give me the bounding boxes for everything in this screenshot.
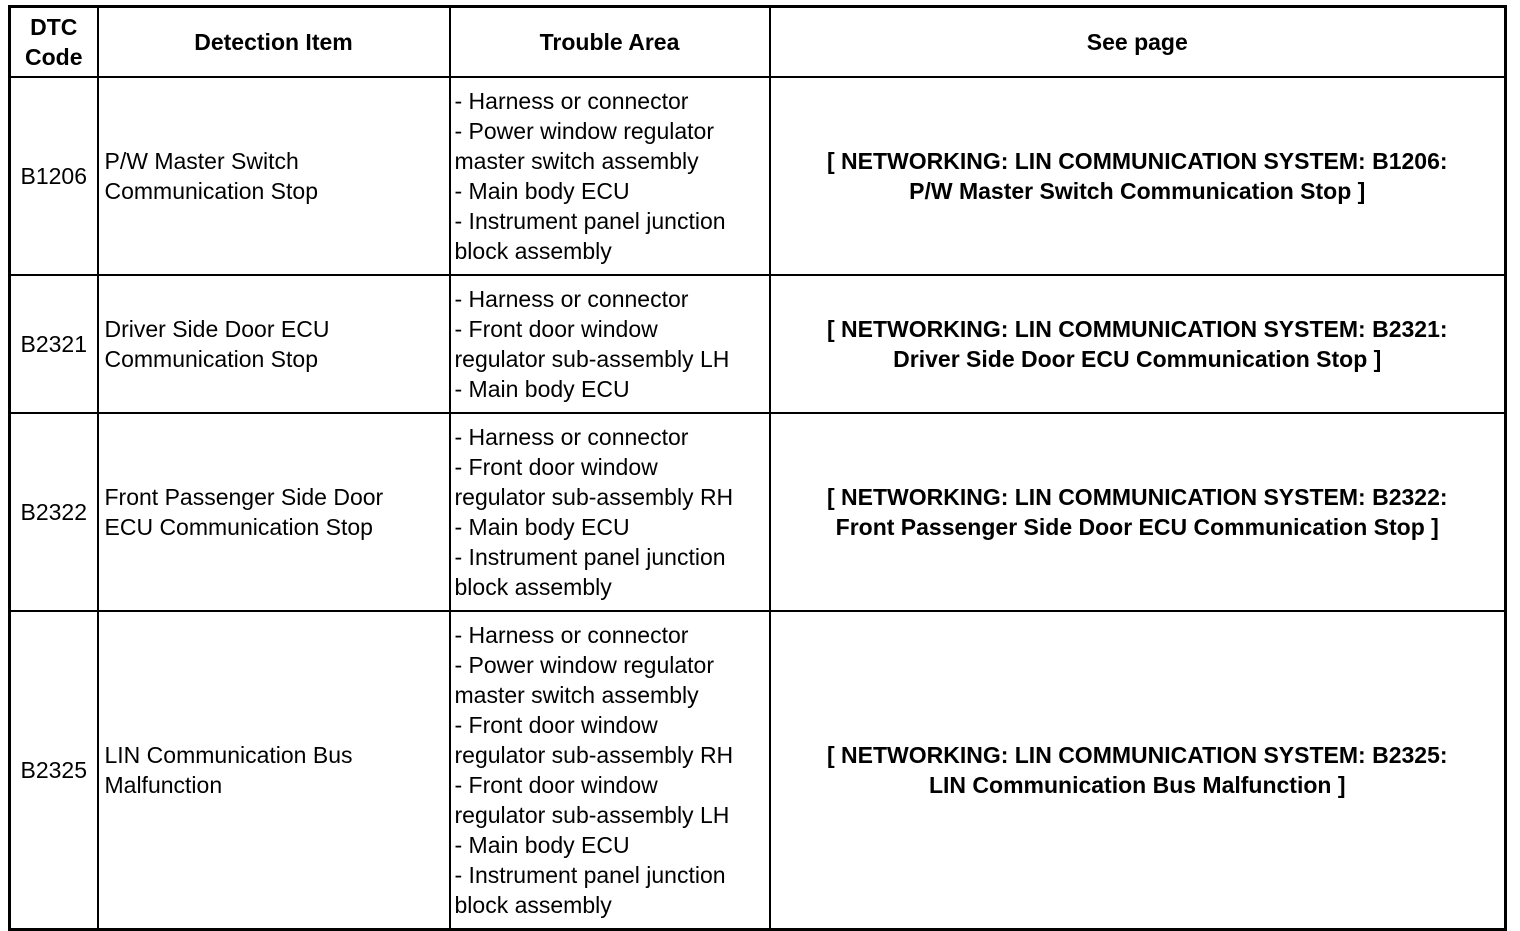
- detection-item-line: ECU Communication Stop: [104, 514, 373, 540]
- see-page-line: Front Passenger Side Door ECU Communication Stop ]: [835, 514, 1439, 540]
- trouble-area-line: block assembly: [454, 892, 612, 918]
- see-page-line: [ NETWORKING: LIN COMMUNICATION SYSTEM: B2322:: [826, 484, 1448, 510]
- see-page-link[interactable]: [770, 77, 1506, 275]
- trouble-area-line: - Power window regulator: [454, 118, 715, 144]
- see-page-line: LIN Communication Bus Malfunction ]: [928, 772, 1346, 798]
- trouble-area-line: - Instrument panel junction: [454, 544, 726, 570]
- see-page-line: P/W Master Switch Communication Stop ]: [909, 178, 1366, 204]
- trouble-area-line: - Main body ECU: [454, 514, 630, 540]
- trouble-area-cell: [450, 413, 770, 611]
- see-page-line: [ NETWORKING: LIN COMMUNICATION SYSTEM: B1206:: [826, 148, 1448, 174]
- trouble-area-cell: [450, 611, 770, 930]
- trouble-area-line: - Instrument panel junction: [454, 208, 726, 234]
- trouble-area-line: regulator sub-assembly RH: [454, 742, 734, 768]
- header-dtc-code: [10, 7, 98, 78]
- detection-item-line: LIN Communication Bus: [104, 742, 353, 768]
- see-page-link[interactable]: [770, 413, 1506, 611]
- dtc-code-cell: B2322: [10, 413, 98, 611]
- dtc-code-cell: B2325: [10, 611, 98, 930]
- trouble-area-line: - Main body ECU: [454, 178, 630, 204]
- trouble-area-line: block assembly: [454, 574, 612, 600]
- detection-item-line: Front Passenger Side Door: [104, 484, 384, 510]
- header-see-page: See page: [770, 7, 1506, 78]
- detection-item-line: Driver Side Door ECU: [104, 316, 330, 342]
- table-row: [10, 413, 1506, 611]
- see-page-link[interactable]: [770, 275, 1506, 413]
- trouble-area-line: - Main body ECU: [454, 376, 630, 402]
- detection-item-cell: [98, 77, 450, 275]
- detection-item-cell: [98, 611, 450, 930]
- trouble-area-line: - Harness or connector: [454, 286, 689, 312]
- trouble-area-line: master switch assembly: [454, 148, 699, 174]
- dtc-table: [8, 5, 1507, 931]
- trouble-area-line: - Front door window: [454, 454, 658, 480]
- trouble-area-line: regulator sub-assembly LH: [454, 802, 730, 828]
- trouble-area-line: - Power window regulator: [454, 652, 715, 678]
- trouble-area-line: - Harness or connector: [454, 88, 689, 114]
- see-page-line: [ NETWORKING: LIN COMMUNICATION SYSTEM: B2325:: [826, 742, 1448, 768]
- trouble-area-line: - Harness or connector: [454, 424, 689, 450]
- trouble-area-line: - Front door window: [454, 712, 658, 738]
- dtc-code-cell: B1206: [10, 77, 98, 275]
- trouble-area-line: - Harness or connector: [454, 622, 689, 648]
- trouble-area-line: - Instrument panel junction: [454, 862, 726, 888]
- table-row: [10, 77, 1506, 275]
- see-page-line: Driver Side Door ECU Communication Stop ]: [893, 346, 1382, 372]
- header-trouble-area: Trouble Area: [450, 7, 770, 78]
- trouble-area-line: - Front door window: [454, 316, 658, 342]
- detection-item-line: Communication Stop: [104, 178, 318, 204]
- detection-item-cell: [98, 413, 450, 611]
- trouble-area-cell: [450, 275, 770, 413]
- detection-item-line: Malfunction: [104, 772, 223, 798]
- dtc-code-cell: B2321: [10, 275, 98, 413]
- table-row: [10, 275, 1506, 413]
- trouble-area-line: block assembly: [454, 238, 612, 264]
- trouble-area-line: - Front door window: [454, 772, 658, 798]
- detection-item-line: Communication Stop: [104, 346, 318, 372]
- see-page-link[interactable]: [770, 611, 1506, 930]
- table-row: [10, 611, 1506, 930]
- see-page-line: [ NETWORKING: LIN COMMUNICATION SYSTEM: B2321:: [826, 316, 1448, 342]
- trouble-area-line: - Main body ECU: [454, 832, 630, 858]
- detection-item-cell: [98, 275, 450, 413]
- header-row: [10, 7, 1506, 78]
- header-dtc-code-line: DTC: [30, 14, 78, 40]
- header-detection-item: Detection Item: [98, 7, 450, 78]
- trouble-area-line: regulator sub-assembly LH: [454, 346, 730, 372]
- trouble-area-line: master switch assembly: [454, 682, 699, 708]
- trouble-area-cell: [450, 77, 770, 275]
- header-dtc-code-line: Code: [25, 44, 83, 70]
- trouble-area-line: regulator sub-assembly RH: [454, 484, 734, 510]
- detection-item-line: P/W Master Switch: [104, 148, 299, 174]
